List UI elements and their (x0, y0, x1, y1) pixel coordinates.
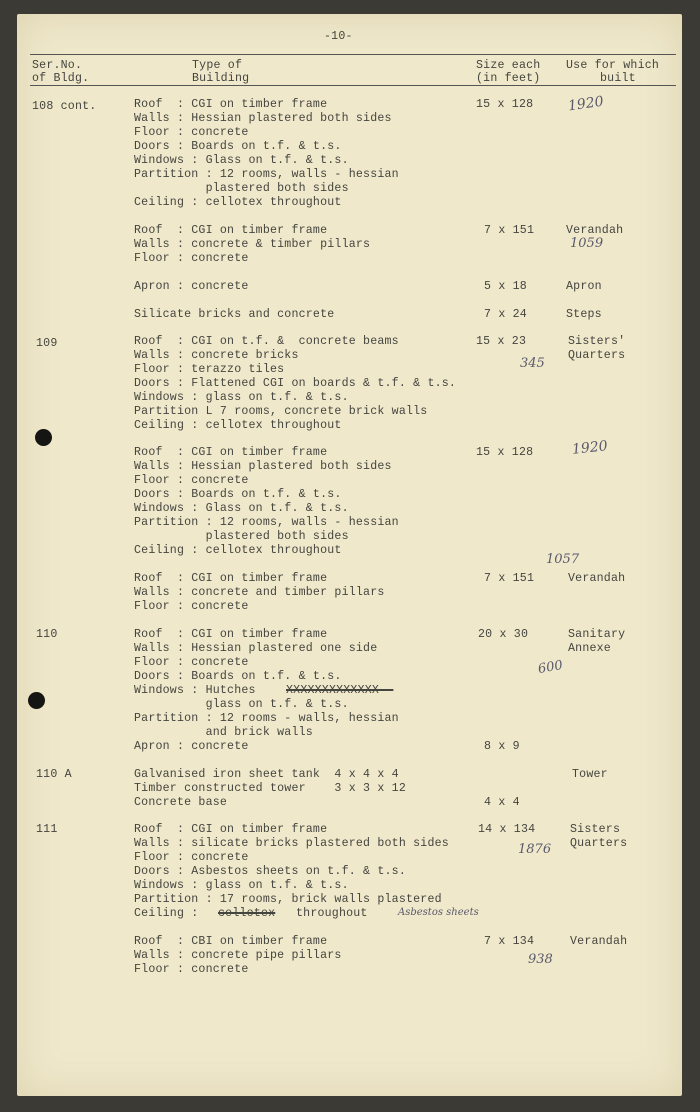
size-value: 5 x 18 (484, 280, 527, 293)
description-line: throughout (296, 907, 368, 920)
description-line: plastered both sides (134, 182, 349, 195)
description-line: Walls : concrete & timber pillars (134, 238, 371, 251)
description-line: Silicate bricks and concrete (134, 308, 335, 321)
description-line: Concrete base (134, 796, 228, 809)
use-value: Sisters (570, 823, 621, 836)
size-value: 15 x 23 (476, 335, 527, 348)
header-rule-top (30, 54, 676, 55)
use-value: Apron (566, 280, 602, 293)
size-value: 8 x 9 (484, 740, 520, 753)
description-line: Partition : 17 rooms, brick walls plastered (134, 893, 442, 906)
description-line: Partition : 12 rooms, walls - hessian (134, 516, 399, 529)
description-line: Floor : concrete (134, 474, 249, 487)
handwritten-note: 938 (528, 952, 553, 967)
size-value: 20 x 30 (478, 628, 529, 641)
description-line: Roof : CGI on timber frame (134, 823, 328, 836)
description-line: Doors : Flattened CGI on boards & t.f. & t.s. (134, 377, 457, 390)
use-value: Verandah (568, 572, 626, 585)
handwritten-note: 600 (536, 657, 564, 678)
description-line: Floor : concrete (134, 252, 249, 265)
description-line: Floor : concrete (134, 600, 249, 613)
description-line: Roof : CGI on t.f. & concrete beams (134, 335, 399, 348)
size-value: 7 x 151 (484, 224, 535, 237)
header-type-of: Type of (192, 59, 243, 72)
description-line: Floor : concrete (134, 126, 249, 139)
use-value: Quarters (570, 837, 628, 850)
description-line: Ceiling : cellotex throughout (134, 544, 342, 557)
header-use-for-which: Use for which (566, 59, 660, 72)
size-value: 15 x 128 (476, 446, 534, 459)
description-line: Floor : concrete (134, 656, 249, 669)
use-value: Annexe (568, 642, 611, 655)
description-line: Windows : Hutches (134, 684, 256, 697)
description-line: and brick walls (134, 726, 313, 739)
handwritten-note: Asbestos sheets (398, 907, 479, 918)
header-built: built (600, 72, 636, 85)
header-of-bldg: of Bldg. (32, 72, 90, 85)
description-line: Windows : Glass on t.f. & t.s. (134, 502, 349, 515)
handwritten-note: 345 (520, 356, 545, 371)
description-line: Floor : terazzo tiles (134, 363, 285, 376)
header-rule-bottom (30, 85, 676, 86)
description-line: Roof : CGI on timber frame (134, 628, 328, 641)
description-line: Apron : concrete (134, 280, 249, 293)
struck-out-text: XXXXXXXXXXXXX - (286, 684, 394, 697)
use-value: Steps (566, 308, 602, 321)
ser-no-108-cont: 108 cont. (32, 100, 97, 113)
ser-no-110: 110 (36, 628, 58, 641)
handwritten-note: 1059 (570, 236, 604, 251)
use-value: Verandah (566, 224, 624, 237)
description-line: Roof : CGI on timber frame (134, 224, 328, 237)
description-line: Walls : Hessian plastered both sides (134, 112, 392, 125)
use-value: Tower (572, 768, 608, 781)
handwritten-note: 1876 (518, 842, 552, 857)
description-line: Partition : 12 rooms - walls, hessian (134, 712, 399, 725)
use-value: Sanitary (568, 628, 626, 641)
use-value: Quarters (568, 349, 626, 362)
description-line: Doors : Asbestos sheets on t.f. & t.s. (134, 865, 406, 878)
header-in-feet: (in feet) (476, 72, 541, 85)
description-line: Roof : CGI on timber frame (134, 446, 328, 459)
size-value: 7 x 24 (484, 308, 527, 321)
description-line: Timber constructed tower 3 x 3 x 12 (134, 782, 406, 795)
description-line: Ceiling : cellotex throughout (134, 196, 342, 209)
description-line: Roof : CGI on timber frame (134, 98, 328, 111)
description-line: Doors : Boards on t.f. & t.s. (134, 140, 342, 153)
header-ser-no: Ser.No. (32, 59, 83, 72)
handwritten-note: 1920 (571, 438, 609, 458)
description-line: Walls : Hessian plastered both sides (134, 460, 392, 473)
size-value: 15 x 128 (476, 98, 534, 111)
description-line: Doors : Boards on t.f. & t.s. (134, 670, 342, 683)
handwritten-note: 1920 (567, 93, 605, 115)
use-value: Verandah (570, 935, 628, 948)
struck-out-text: cellotex (218, 907, 276, 920)
description-line: Galvanised iron sheet tank 4 x 4 x 4 (134, 768, 399, 781)
description-line: Partition : 12 rooms, walls - hessian (134, 168, 399, 181)
description-line: Walls : Hessian plastered one side (134, 642, 378, 655)
use-value: Sisters' (568, 335, 626, 348)
description-line: Walls : concrete pipe pillars (134, 949, 342, 962)
description-line: Partition L 7 rooms, concrete brick walls (134, 405, 428, 418)
size-value: 4 x 4 (484, 796, 520, 809)
description-line: Walls : concrete and timber pillars (134, 586, 385, 599)
ser-no-111: 111 (36, 823, 58, 836)
size-value: 14 x 134 (478, 823, 536, 836)
description-line: Floor : concrete (134, 851, 249, 864)
punch-hole-top (35, 429, 52, 446)
description-line: Roof : CBI on timber frame (134, 935, 328, 948)
ser-no-109: 109 (36, 337, 58, 350)
page-number: -10- (324, 30, 353, 43)
description-line: Ceiling : (134, 907, 199, 920)
header-size-each: Size each (476, 59, 541, 72)
size-value: 7 x 151 (484, 572, 535, 585)
description-line: Windows : glass on t.f. & t.s. (134, 391, 349, 404)
description-line: Doors : Boards on t.f. & t.s. (134, 488, 342, 501)
description-line: plastered both sides (134, 530, 349, 543)
description-line: Walls : silicate bricks plastered both sides (134, 837, 449, 850)
description-line: Walls : concrete bricks (134, 349, 299, 362)
description-line: Roof : CGI on timber frame (134, 572, 328, 585)
handwritten-note: 1057 (546, 552, 580, 567)
header-building: Building (192, 72, 250, 85)
punch-hole-bottom (28, 692, 45, 709)
ser-no-110a: 110 A (36, 768, 72, 781)
description-line: Windows : Glass on t.f. & t.s. (134, 154, 349, 167)
description-line: Floor : concrete (134, 963, 249, 976)
size-value: 7 x 134 (484, 935, 535, 948)
description-line: glass on t.f. & t.s. (134, 698, 349, 711)
description-line: Apron : concrete (134, 740, 249, 753)
description-line: Ceiling : cellotex throughout (134, 419, 342, 432)
description-line: Windows : glass on t.f. & t.s. (134, 879, 349, 892)
